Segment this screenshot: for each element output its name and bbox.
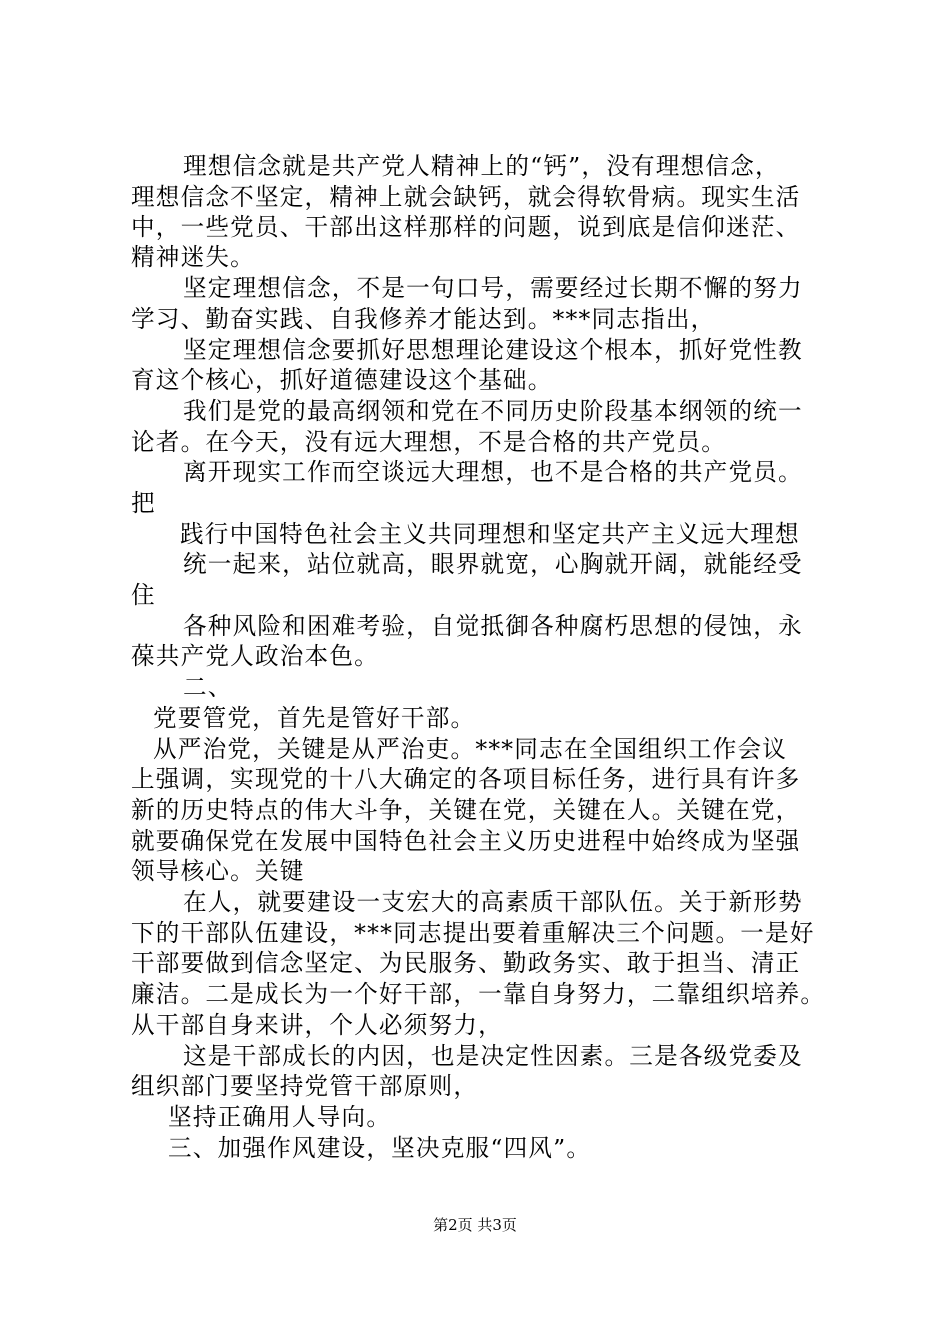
text-line: 从严治党，关键是从严治吏。***同志在全国组织工作会议 xyxy=(153,735,788,763)
text-line: 理想信念就是共产党人精神上的“钙”，没有理想信念， xyxy=(183,152,780,180)
text-line: 从干部自身来讲，个人必须努力， xyxy=(131,1011,503,1039)
text-line: 离开现实工作而空谈远大理想，也不是合格的共产党员。 xyxy=(183,458,803,486)
text-line: 党要管党，首先是管好干部。 xyxy=(153,704,476,732)
text-line: 组织部门要坚持党管干部原则， xyxy=(131,1072,479,1100)
text-line: 精神迷失。 xyxy=(131,243,255,271)
text-line: 坚定理想信念要抓好思想理论建设这个根本，抓好党性教 xyxy=(183,336,803,364)
text-line: 各种风险和困难考验，自觉抵御各种腐朽思想的侵蚀，永 xyxy=(183,612,803,640)
text-line: 坚持正确用人导向。 xyxy=(168,1103,392,1131)
text-line: 住 xyxy=(131,581,156,609)
text-line: 论者。在今天，没有远大理想，不是合格的共产党员。 xyxy=(131,428,727,456)
text-line: 廉洁。二是成长为一个好干部，一靠自身努力，二靠组织培养。 xyxy=(131,980,826,1008)
text-line: 中，一些党员、干部出这样那样的问题，说到底是信仰迷茫、 xyxy=(131,213,801,241)
text-line: 就要确保党在发展中国特色社会主义历史进程中始终成为坚强 xyxy=(131,827,801,855)
text-line: 在人，就要建设一支宏大的高素质干部队伍。关于新形势 xyxy=(183,888,803,916)
section-heading: 二、 xyxy=(183,673,233,701)
text-line: 这是干部成长的内因，也是决定性因素。三是各级党委及 xyxy=(183,1042,803,1070)
text-line: 葆共产党人政治本色。 xyxy=(131,642,379,670)
text-line: 践行中国特色社会主义共同理想和坚定共产主义远大理想 xyxy=(180,520,800,548)
text-line: 育这个核心，抓好道德建设这个基础。 xyxy=(131,366,553,394)
section-heading: 三、加强作风建设，坚决克服“四风”。 xyxy=(168,1134,592,1162)
text-line: 学习、勤奋实践、自我修养才能达到。***同志指出， xyxy=(131,305,716,333)
text-line: 领导核心。关键 xyxy=(131,857,305,885)
text-line: 我们是党的最高纲领和党在不同历史阶段基本纲领的统一 xyxy=(183,397,803,425)
text-line: 干部要做到信念坚定、为民服务、勤政务实、敢于担当、清正 xyxy=(131,949,801,977)
text-line: 坚定理想信念，不是一句口号，需要经过长期不懈的努力 xyxy=(183,274,803,302)
text-line: 统一起来，站位就高，眼界就宽，心胸就开阔，就能经受 xyxy=(183,550,803,578)
text-line: 新的历史特点的伟大斗争，关键在党，关键在人。关键在党， xyxy=(131,796,801,824)
text-line: 把 xyxy=(131,489,156,517)
text-line: 上强调，实现党的十八大确定的各项目标任务，进行具有许多 xyxy=(131,765,801,793)
page-number-footer: 第2页 共3页 xyxy=(433,1216,517,1234)
text-line: 下的干部队伍建设，***同志提出要着重解决三个问题。一是好 xyxy=(131,919,815,947)
text-line: 理想信念不坚定，精神上就会缺钙，就会得软骨病。现实生活 xyxy=(131,183,801,211)
